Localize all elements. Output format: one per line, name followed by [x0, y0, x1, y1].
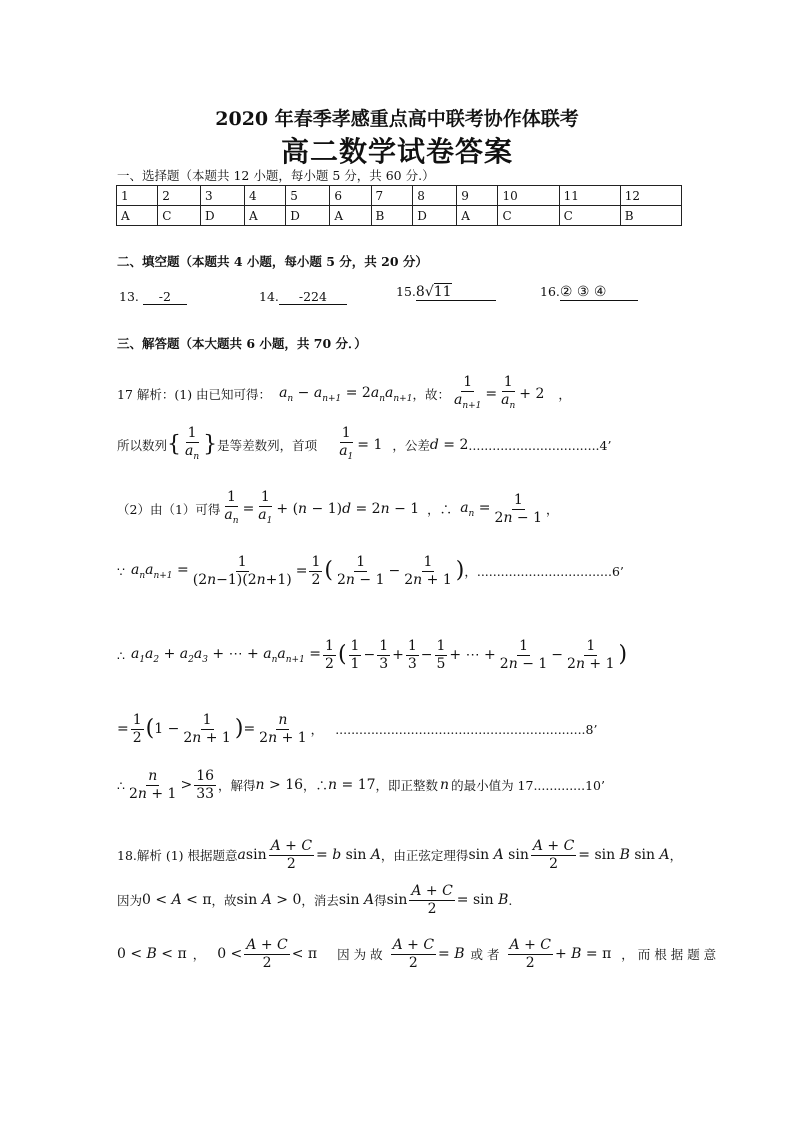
q16-answer: ② ③ ④ [560, 284, 638, 301]
fill-q14 [259, 289, 347, 305]
q15-number: 15. [396, 284, 416, 299]
p17-line5: ∴ $a_1a_2 + a_2a_3$ + ⋯ + $a_na_{n+1}$ = $\frac{1}{2}$ ( $\frac{1}{1}$ − $\frac{1}{3}$ + $\frac{1}{3}$ − $\frac{1}{5}$ + ⋯ + $\frac{1}{2n - 1}$ − $\frac{1}{2n + 1}$ ) [117, 637, 628, 672]
score-8: 8’ [585, 721, 598, 737]
fill-q13 [119, 289, 187, 305]
q13-answer: -2 [143, 289, 187, 305]
question-number-cell: 5 [286, 186, 330, 206]
p17-line2: 所以数列 { $\frac{1}{a_n}$ } 是等差数列，首项 $\frac{1}{a_1}$ = 1 ，公差 d = 2 ................................. 4’ [117, 424, 612, 462]
p18-line2: 因为 0 < A < π ，故 sin A > 0 ，消去 sin A 得 sin $\frac{A + C}{2}$ = sin B . [117, 882, 513, 917]
answer-key-title: 高二数学试卷答案 [280, 135, 513, 168]
q16-number: 16. [540, 284, 560, 299]
answer-row [117, 206, 682, 226]
question-number-cell: 2 [158, 186, 201, 206]
answer-cell: B [620, 206, 681, 226]
answer-cell: D [286, 206, 330, 226]
section2-heading: 二、填空题（本题共 4 小题，每小题 5 分，共 20 分） [117, 254, 428, 269]
fill-q16 [540, 284, 638, 301]
answer-cell: D [413, 206, 457, 226]
choice-answer-table [116, 185, 682, 226]
p17-line1: 17 解析：(1) 由已知可得： $a_n - a_{n+1} = 2a_na_{n+1}$ ，故： $\frac{1}{a_{n+1}}$ = $\frac{1}{a_n}$ + 2 ， [117, 370, 571, 418]
answer-cell: C [559, 206, 620, 226]
p17-eq2-frac: $\frac{1}{a_{n+1}}$ [453, 373, 482, 411]
question-number-cell: 11 [559, 186, 620, 206]
question-number-cell: 1 [117, 186, 158, 206]
score-6: 6’ [611, 563, 624, 579]
section3-heading: 三、解答题（本大题共 6 小题，共 70 分．） [117, 336, 367, 351]
question-number-cell: 12 [620, 186, 681, 206]
question-number-cell: 8 [413, 186, 457, 206]
answer-cell: D [200, 206, 244, 226]
section1-heading: 一、选择题（本题共 12 小题，每小题 5 分，共 60 分.） [117, 168, 435, 183]
score-10: 10’ [585, 777, 605, 793]
answer-cell: C [158, 206, 201, 226]
fill-q15 [396, 284, 496, 301]
question-number-cell: 9 [457, 186, 498, 206]
question-number-cell: 10 [498, 186, 559, 206]
answer-cell: A [457, 206, 498, 226]
p17-line3: （2）由（1）可得 $\frac{1}{a_n}$ = $\frac{1}{a_1}$ + (n − 1)d = 2n − 1 ，∴ $a_n$ = $\frac{1}{2n - 1}$ ， [117, 488, 559, 526]
question-number-cell: 7 [371, 186, 413, 206]
answer-cell: A [245, 206, 286, 226]
answer-cell: A [330, 206, 371, 226]
p17-line4: ∵ $a_na_{n+1}$ = $\frac{1}{(2n-1)(2n+1)}$ = $\frac{1}{2}$ ( $\frac{1}{2n - 1}$ − $\frac{1}{2n + 1}$ ) ， .................................. 6’ [117, 553, 624, 588]
p17-eq1: $a_n - a_{n+1} = 2a_na_{n+1}$ [279, 384, 413, 404]
exam-title: 2020 年春季孝感重点高中联考协作体联考 [215, 108, 579, 130]
p18-line3: 0 < B < π ， 0 < $\frac{A + C}{2}$ < π 因 为 故 $\frac{A + C}{2}$ = B 或 者 $\frac{A + C}{2}$ + B = π ， 而 根 据 题 意 [117, 936, 717, 971]
question-number-cell: 3 [200, 186, 244, 206]
score-4: 4’ [599, 437, 612, 453]
answer-cell: A [117, 206, 158, 226]
p17-line7: ∴ $\frac{n}{2n + 1}$ > $\frac{16}{33}$ ，解得 n > 16 ，∴ n = 17 ，即正整数 n 的最小值为 17. ............ 10’ [117, 767, 605, 802]
question-number-cell: 4 [245, 186, 286, 206]
question-number-row [117, 186, 682, 206]
p17-line6: = $\frac{1}{2}$ ( 1 − $\frac{1}{2n + 1}$ ) = $\frac{n}{2n + 1}$ ， ............................................................... 8’ [117, 711, 598, 746]
q14-number: 14. [259, 289, 279, 304]
question-number-cell: 6 [330, 186, 371, 206]
answer-cell: B [371, 206, 413, 226]
answer-cell: C [498, 206, 559, 226]
q14-answer: -224 [279, 289, 347, 305]
q15-answer: 8√11 [416, 284, 496, 301]
q13-number: 13. [119, 289, 139, 304]
p18-line1: 18.解析 (1) 根据题意 a sin $\frac{A + C}{2}$ = b sin A ，由正弦定理得 sin A sin $\frac{A + C}{2}$ = sin B sin A ， [117, 837, 683, 872]
